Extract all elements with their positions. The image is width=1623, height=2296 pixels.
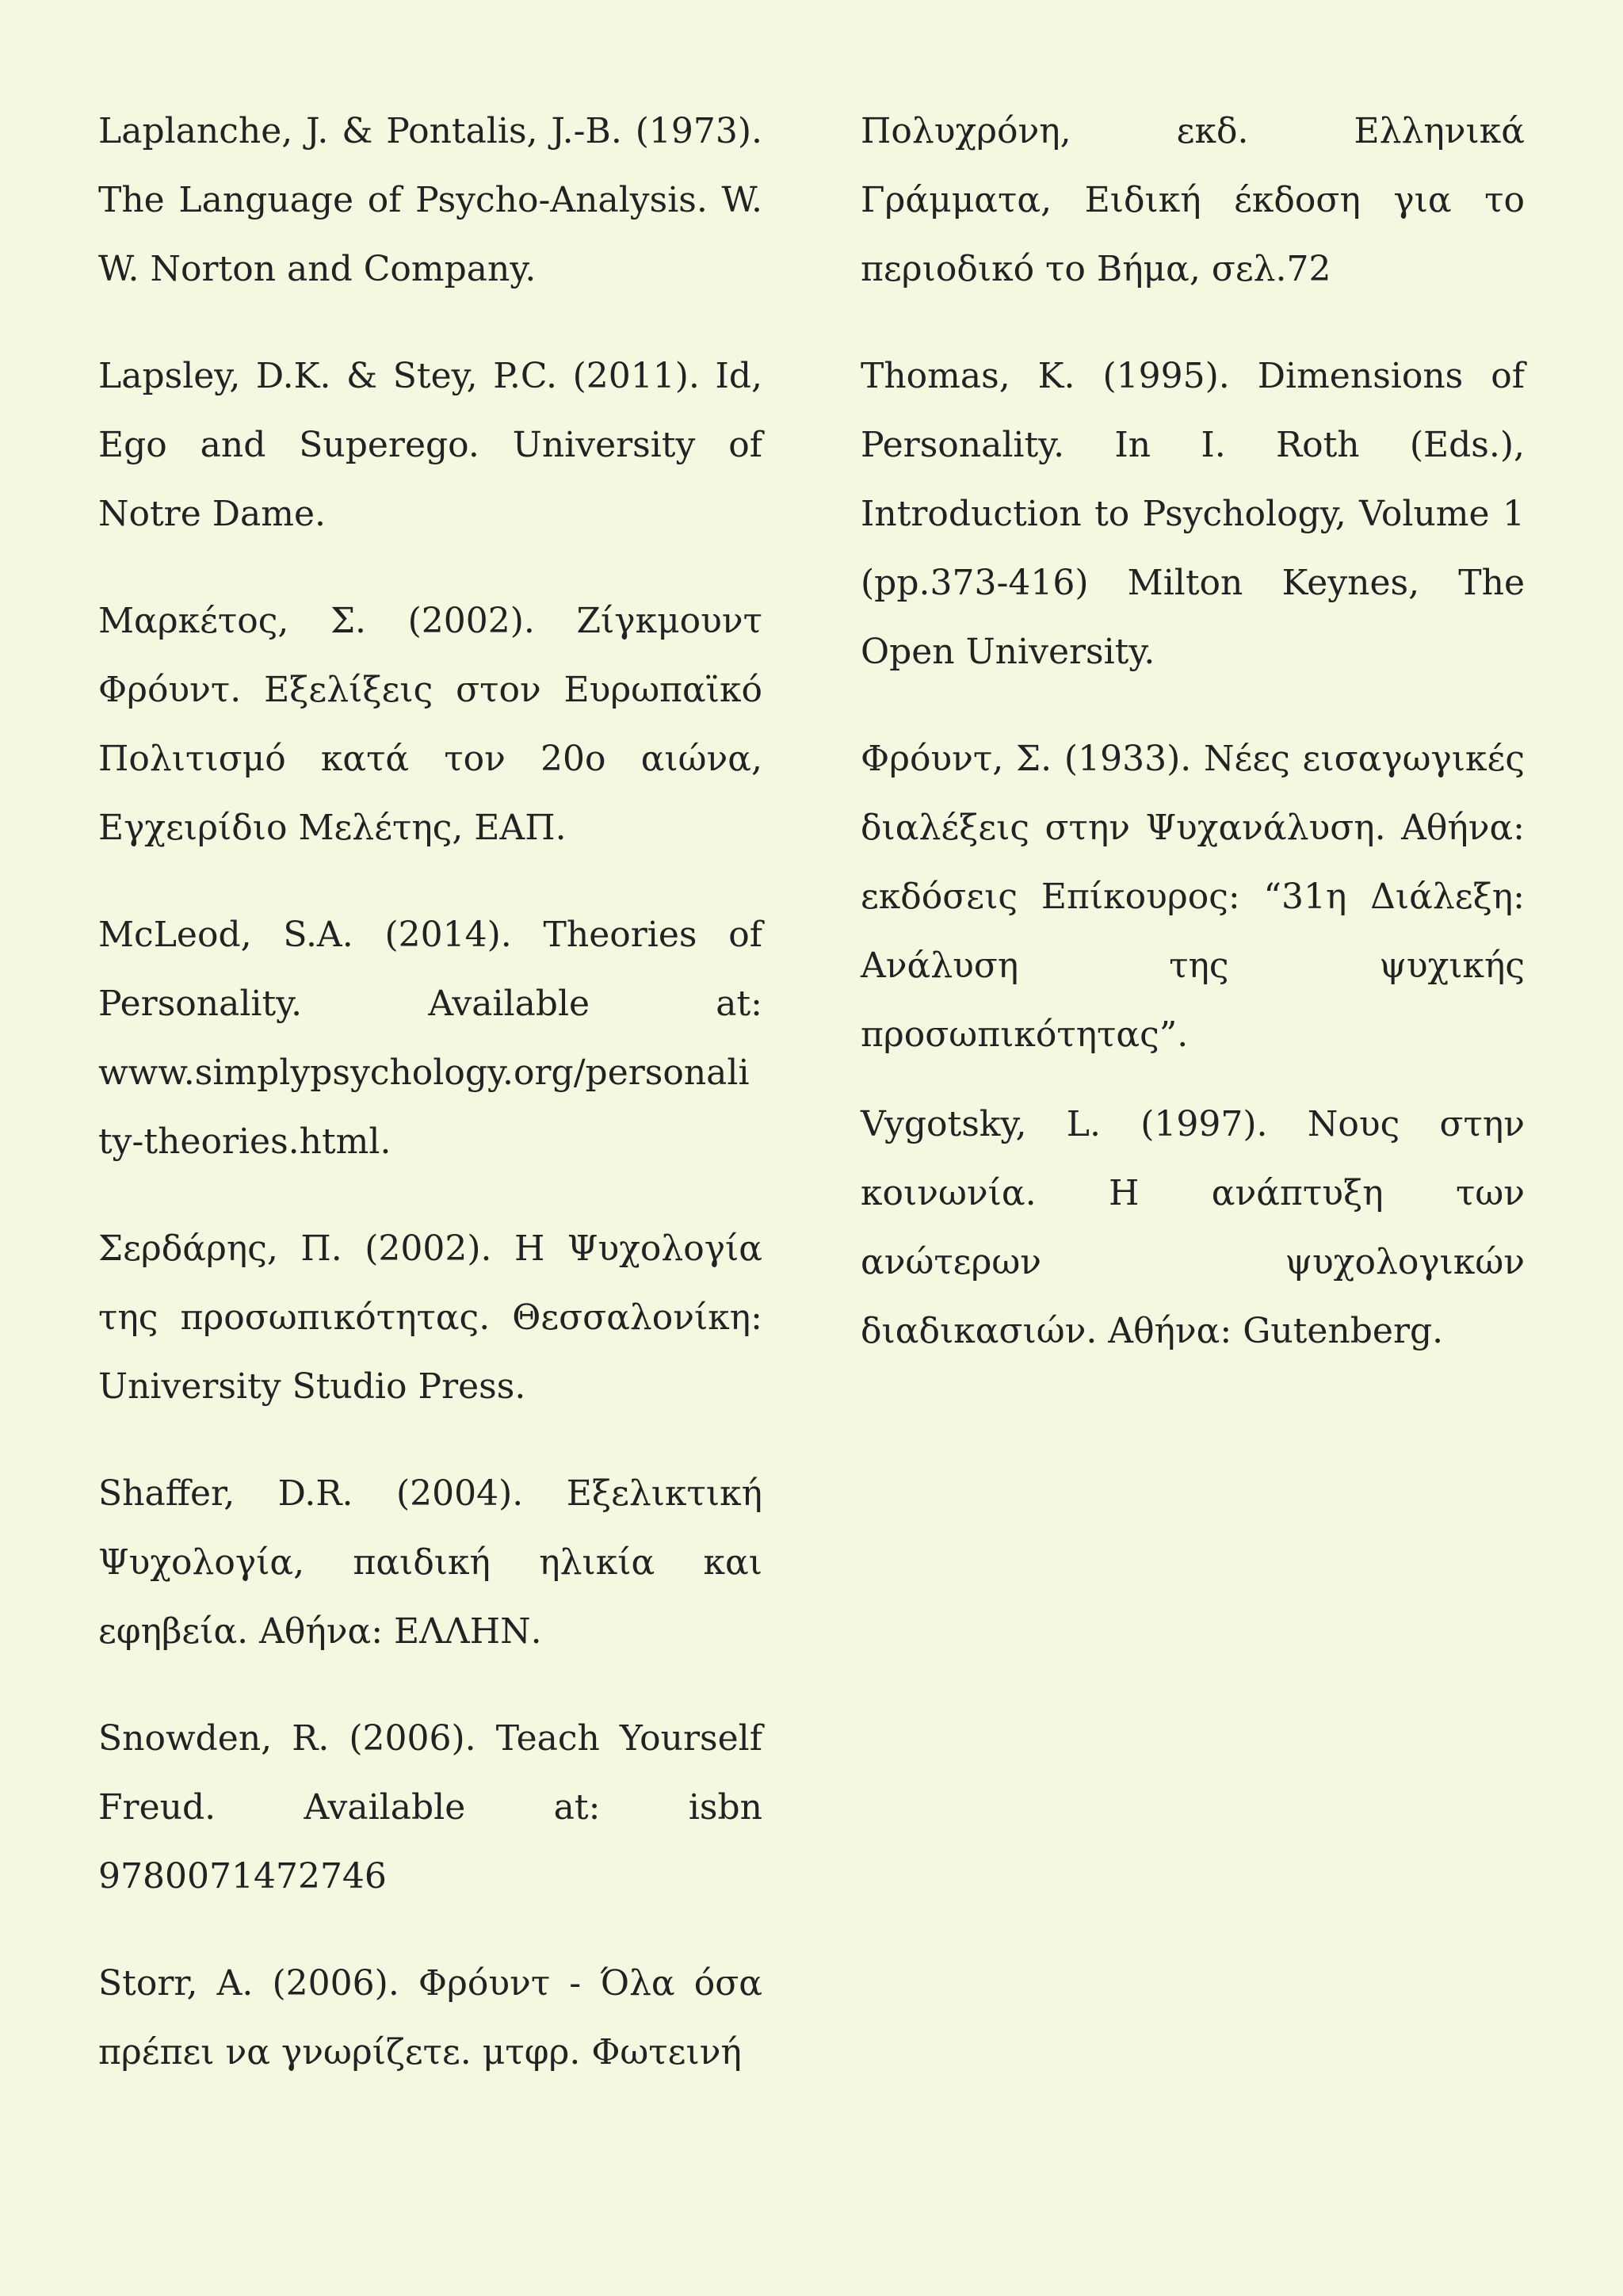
reference-laplanche: Laplanche, J. & Pontalis, J.-B. (1973). The Language of Psycho-Analysis. W. W. Norton and Company.	[98, 111, 762, 289]
references-left-column	[98, 97, 762, 2125]
reference-snowden: Snowden, R. (2006). Teach Yourself Freud. Available at: isbn 9780071472746	[98, 1718, 762, 1897]
reference-vygotsky: Vygotsky, L. (1997). Νους στην κοινωνία. Η ανάπτυξη των ανώτερων ψυχολογικών διαδικασιών. Αθήνα: Gutenberg.	[861, 1104, 1525, 1351]
reference-storr: Storr, A. (2006). Φρόυντ - Όλα όσα πρέπει να γνωρίζετε. μτφρ. Φωτεινή	[98, 1963, 762, 2073]
reference-mcleod: McLeod, S.A. (2014). Theories of Personality. Available at: www.simplypsychology.org/personality-theories.html.	[98, 915, 762, 1162]
reference-storr-continued: Πολυχρόνη, εκδ. Ελληνικά Γράμματα, Ειδική έκδοση για το περιοδικό το Βήμα, σελ.72	[861, 111, 1525, 289]
reference-serdaris: Σερδάρης, Π. (2002). Η Ψυχολογία της προσωπικότητας. Θεσσαλονίκη: University Studio Press.	[98, 1228, 762, 1407]
reference-thomas: Thomas, K. (1995). Dimensions of Personality. In I. Roth (Eds.), Introduction to Psychology, Volume 1 (pp.373-416) Milton Keynes, The Open University.	[861, 356, 1525, 672]
reference-marketos: Μαρκέτος, Σ. (2002). Ζίγκμουντ Φρόυντ. Εξελίξεις στον Ευρωπαϊκό Πολιτισμό κατά τον 20ο αιώνα, Εγχειρίδιο Μελέτης, ΕΑΠ.	[98, 601, 762, 848]
reference-shaffer: Shaffer, D.R. (2004). Εξελικτική Ψυχολογία, παιδική ηλικία και εφηβεία. Αθήνα: ΕΛΛΗΝ.	[98, 1473, 762, 1652]
references-right-column	[861, 97, 1525, 1404]
reference-lapsley: Lapsley, D.K. & Stey, P.C. (2011). Id, Ego and Superego. University of Notre Dame.	[98, 356, 762, 534]
reference-freud: Φρόυντ, Σ. (1933). Νέες εισαγωγικές διαλέξεις στην Ψυχανάλυση. Αθήνα: εκδόσεις Επίκουρος: “31η Διάλεξη: Ανάλυση της ψυχικής προσωπικότητας”.	[861, 739, 1525, 1055]
